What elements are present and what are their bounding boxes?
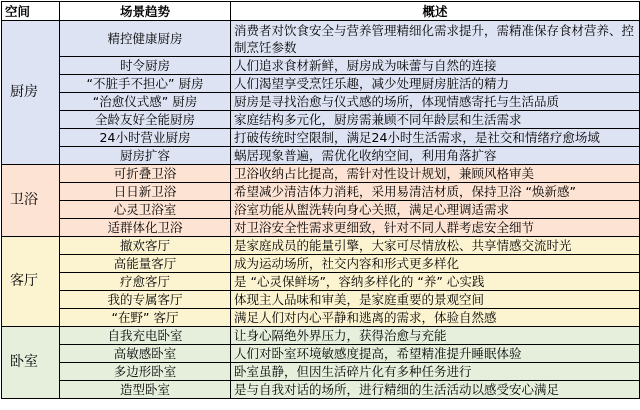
scene-cell: 可折叠卫浴	[60, 165, 231, 183]
table-row	[2, 309, 640, 327]
space-cell-bathroom: 卫浴	[2, 165, 60, 237]
table-row	[2, 219, 640, 237]
desc-cell: 卧室虽静，但因生活碎片化有多种任务进行	[231, 363, 640, 381]
table-row	[2, 75, 640, 93]
scene-cell: 多边形卧室	[60, 363, 231, 381]
trend-table	[1, 1, 640, 399]
scene-cell: “不脏手不担心” 厨房	[60, 75, 231, 93]
desc-cell: 蜗居现象普遍，需优化收纳空间，利用角落扩容	[231, 147, 640, 165]
table-row	[2, 381, 640, 399]
desc-cell: 是与自我对话的场所，进行精细的生活活动以感受安心满足	[231, 381, 640, 399]
scene-cell: 自我充电卧室	[60, 327, 231, 345]
space-cell-bedroom: 卧室	[2, 327, 60, 399]
desc-cell: 消费者对饮食安全与营养管理精细化需求提升，需精准保存食材营养、控制烹饪参数	[231, 21, 640, 57]
header-space: 空间	[2, 2, 60, 21]
desc-cell: 成为运动场所，社交内容和形式更多样化	[231, 255, 640, 273]
table-row	[2, 363, 640, 381]
table-row	[2, 201, 640, 219]
desc-cell: 人们对卧室环境敏感度提高，希望精准提升睡眠体验	[231, 345, 640, 363]
desc-cell: 厨房是寻找治愈与仪式感的场所，体现情感寄托与生活品质	[231, 93, 640, 111]
table-row	[2, 147, 640, 165]
scene-cell: 精控健康厨房	[60, 21, 231, 57]
table-row	[2, 291, 640, 309]
scene-cell: “在野” 客厅	[60, 309, 231, 327]
table-row	[2, 237, 640, 255]
table-row	[2, 255, 640, 273]
table-row	[2, 111, 640, 129]
scene-cell: 高能量客厅	[60, 255, 231, 273]
table-row	[2, 93, 640, 111]
scene-cell: 日日新卫浴	[60, 183, 231, 201]
table-row	[2, 183, 640, 201]
table-row	[2, 21, 640, 57]
desc-cell: 浴室功能从盥洗转向身心关照，满足心理调适需求	[231, 201, 640, 219]
scene-cell: 24小时营业厨房	[60, 129, 231, 147]
scene-cell: 心灵卫浴室	[60, 201, 231, 219]
header-row	[2, 2, 640, 21]
desc-cell: 卫浴收纳占比提高，需针对性设计规划，兼顾风格审美	[231, 165, 640, 183]
scene-cell: 适群体化卫浴	[60, 219, 231, 237]
desc-cell: 对卫浴安全性需求更细致，针对不同人群考虑安全细节	[231, 219, 640, 237]
space-cell-kitchen: 厨房	[2, 21, 60, 165]
table-row	[2, 129, 640, 147]
desc-cell: 让身心隔绝外界压力，获得治愈与充能	[231, 327, 640, 345]
table-row	[2, 57, 640, 75]
table-row	[2, 273, 640, 291]
header-desc: 概述	[231, 2, 640, 21]
scene-cell: 全龄友好全能厨房	[60, 111, 231, 129]
desc-cell: 是家庭成员的能量引擎，大家可尽情放松、共享情感交流时光	[231, 237, 640, 255]
desc-cell: 体现主人品味和审美，是家庭重要的景观空间	[231, 291, 640, 309]
desc-cell: 家庭结构多元化，厨房需兼顾不同年龄层和生活需求	[231, 111, 640, 129]
scene-cell: “治愈仪式感” 厨房	[60, 93, 231, 111]
desc-cell: 人们渴望享受烹饪乐趣，减少处理厨房脏活的精力	[231, 75, 640, 93]
scene-cell: 造型卧室	[60, 381, 231, 399]
desc-cell: 打破传统时空限制，满足24小时生活需求，是社交和情绪疗愈场域	[231, 129, 640, 147]
table-row	[2, 327, 640, 345]
desc-cell: 满足人们对内心平静和逃离的需求，体验自然感	[231, 309, 640, 327]
scene-cell: 疗愈客厅	[60, 273, 231, 291]
scene-cell: 时令厨房	[60, 57, 231, 75]
scene-cell: 厨房扩容	[60, 147, 231, 165]
desc-cell: 人们追求食材新鲜，厨房成为味蕾与自然的连接	[231, 57, 640, 75]
scene-cell: 高敏感卧室	[60, 345, 231, 363]
table-row	[2, 345, 640, 363]
scene-cell: 我的专属客厅	[60, 291, 231, 309]
desc-cell: 是 “心灵保鲜场”，容纳多样化的 “养” 心实践	[231, 273, 640, 291]
space-cell-living-room: 客厅	[2, 237, 60, 327]
desc-cell: 希望减少清洁体力消耗，采用易清洁材质，保持卫浴 “焕新感”	[231, 183, 640, 201]
header-scene: 场景趋势	[60, 2, 231, 21]
scene-cell: 撤欢客厅	[60, 237, 231, 255]
table-row	[2, 165, 640, 183]
